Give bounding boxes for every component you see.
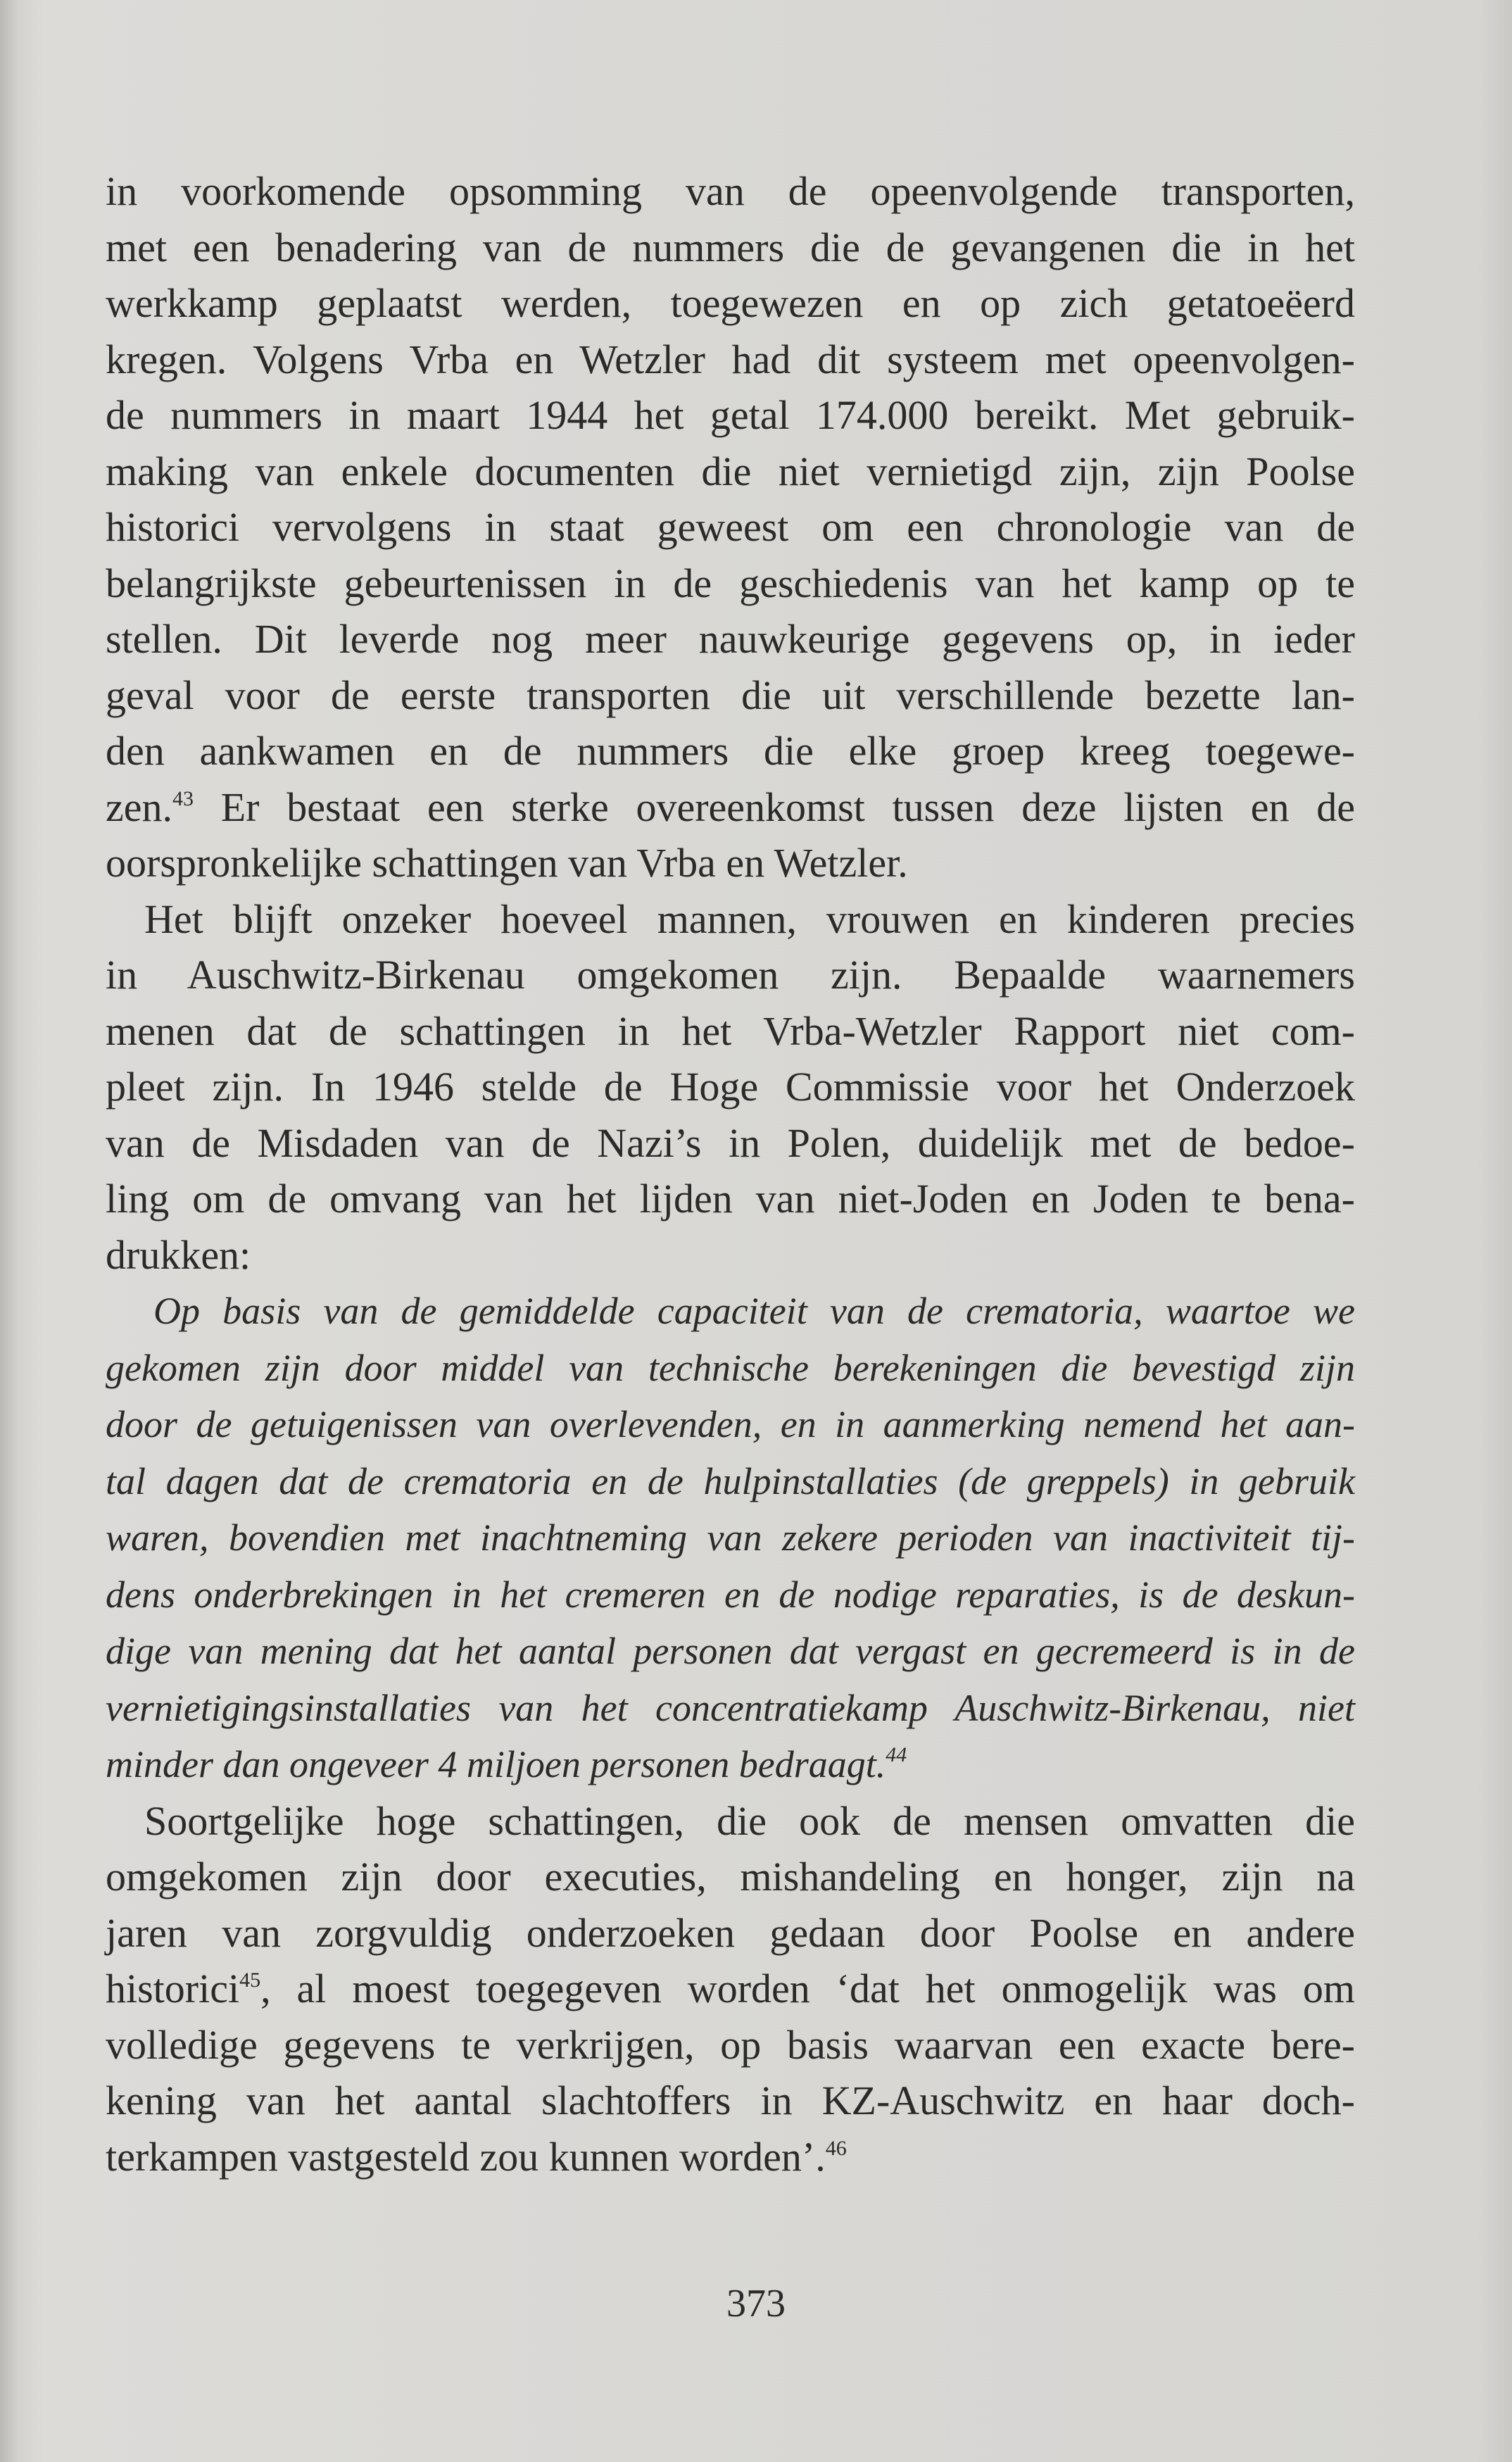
text-line: den aankwamen en de nummers die elke groep kreeg toegewe-	[106, 728, 1355, 774]
quote-line: gekomen zijn door middel van technische berekeningen die bevestigd zijn	[106, 1346, 1355, 1389]
text-line	[106, 779, 1355, 836]
text-fragment: terkampen vastgesteld zou kunnen worden’.	[106, 2133, 826, 2180]
text-line: Soortgelijke hoge schattingen, die ook de mensen omvatten die	[144, 1797, 1355, 1844]
text-line: met een benadering van de nummers die de gevangenen die in het	[106, 224, 1355, 270]
quote-line: vernietigingsinstallaties van het concentratiekamp Auschwitz-Birkenau, niet	[106, 1686, 1355, 1729]
text-line: menen dat de schattingen in het Vrba-Wetzler Rapport niet com-	[106, 1007, 1355, 1054]
text-line	[106, 2129, 1355, 2185]
text-fragment: historici	[106, 1966, 240, 2011]
quote-line: tal dagen dat de crematoria en de hulpinstallaties (de greppels) in gebruik	[106, 1459, 1355, 1502]
quote-line: dige van mening dat het aantal personen dat vergast en gecremeerd is in de	[106, 1630, 1355, 1672]
quote-line	[106, 1736, 1355, 1793]
text-line: in Auschwitz-Birkenau omgekomen zijn. Bepaalde waarnemers	[106, 952, 1355, 998]
footnote-marker: 44	[886, 1743, 907, 1766]
text-line: ling om de omvang van het lijden van niet-Joden en Joden te bena-	[106, 1176, 1355, 1221]
text-line: making van enkele documenten die niet vernietigd zijn, zijn Poolse	[106, 448, 1355, 494]
quote-line: door de getuigenissen van overlevenden, en in aanmerking nemend het aan-	[106, 1403, 1355, 1445]
page-number: 373	[726, 2282, 786, 2325]
text-line: oorspronkelijke schattingen van Vrba en Wetzler.	[106, 840, 908, 886]
paragraph-2	[106, 891, 1355, 1283]
footnote-marker: 45	[239, 1968, 261, 1992]
text-line: omgekomen zijn door executies, mishandeling en honger, zijn na	[106, 1854, 1355, 1899]
block-quote	[106, 1283, 1355, 1793]
footnote-marker: 43	[172, 786, 194, 810]
paragraph-1	[106, 163, 1355, 891]
text-line: van de Misdaden van de Nazi’s in Polen, duidelijk met de bedoe-	[106, 1119, 1355, 1166]
text-line	[106, 1961, 1355, 2017]
text-line: werkkamp geplaatst werden, toegewezen en op zich getatoeëerd	[106, 280, 1355, 326]
text-line: historici vervolgens in staat geweest om een chronologie van de	[106, 504, 1355, 550]
text-line: kregen. Volgens Vrba en Wetzler had dit systeem met opeenvolgen-	[106, 336, 1355, 382]
text-line: jaren van zorgvuldig onderzoeken gedaan door Poolse en andere	[106, 1909, 1355, 1956]
text-line: stellen. Dit leverde nog meer nauwkeurige gegevens op, in ieder	[106, 616, 1355, 662]
paragraph-3	[106, 1793, 1355, 2185]
quote-line: dens onderbrekingen in het cremeren en de nodige reparaties, is de deskun-	[106, 1573, 1355, 1616]
text-line: geval voor de eerste transporten die uit verschillende bezette lan-	[106, 672, 1355, 718]
text-line: pleet zijn. In 1946 stelde de Hoge Commissie voor het Onderzoek	[106, 1064, 1355, 1110]
text-line: kening van het aantal slachtoffers in KZ-Auschwitz en haar doch-	[106, 2078, 1355, 2123]
text-fragment: minder dan ongeveer 4 miljoen personen bedraagt.	[106, 1743, 886, 1785]
text-line: drukken:	[106, 1231, 251, 1278]
text-line: de nummers in maart 1944 het getal 174.000 bereikt. Met gebruik-	[106, 392, 1355, 438]
text-line: in voorkomende opsomming van de opeenvolgende transporten,	[106, 168, 1355, 214]
quote-line: waren, bovendien met inachtneming van zekere perioden van inactiviteit tij-	[106, 1516, 1355, 1559]
footnote-marker: 46	[825, 2136, 847, 2160]
quote-line: Op basis van de gemiddelde capaciteit van de crematoria, waartoe we	[153, 1290, 1355, 1332]
text-fragment: , al moest toegegeven worden ‘dat het onmogelijk was om	[260, 1966, 1355, 2011]
text-fragment: zen.	[106, 784, 172, 830]
text-line: volledige gegevens te verkrijgen, op basis waarvan een exacte bere-	[106, 2021, 1355, 2068]
text-line: belangrijkste gebeurtenissen in de geschiedenis van het kamp op te	[106, 560, 1355, 606]
text-fragment: Er bestaat een sterke overeenkomst tussen deze lijsten en de	[194, 784, 1355, 830]
text-line: Het blijft onzeker hoeveel mannen, vrouwen en kinderen precies	[144, 896, 1355, 942]
body-text	[106, 163, 1355, 2185]
